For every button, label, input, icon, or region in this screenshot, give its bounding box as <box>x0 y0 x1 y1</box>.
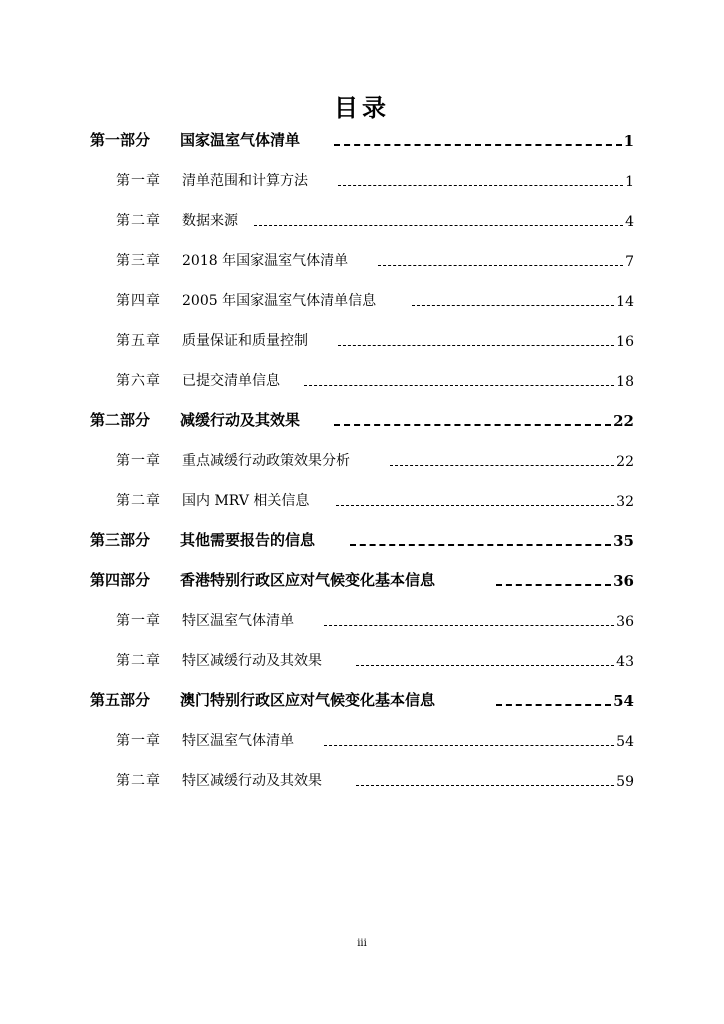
toc-entry[interactable] <box>0 208 724 232</box>
toc-entry-number: 第一章 <box>116 173 161 189</box>
toc-entry-page: 1 <box>625 174 634 190</box>
toc-entry[interactable] <box>0 368 724 392</box>
toc-entry-number: 第四部分 <box>90 571 151 589</box>
toc-entry-number: 第三部分 <box>90 531 151 549</box>
toc-leader <box>338 345 614 346</box>
toc-entry-title: 特区减缓行动及其效果 <box>182 773 322 789</box>
toc-entry-number: 第二部分 <box>90 411 151 429</box>
toc-entry-page: 14 <box>616 294 634 310</box>
toc-entry-number: 第一章 <box>116 613 161 629</box>
toc-entry-title: 已提交清单信息 <box>182 373 280 389</box>
toc-leader <box>356 665 614 666</box>
toc-leader <box>254 225 623 226</box>
toc-entry-page: 54 <box>616 734 634 750</box>
toc-entry-page: 22 <box>616 454 634 470</box>
toc-entry[interactable] <box>0 448 724 472</box>
toc-leader <box>356 785 614 786</box>
toc-entry-number: 第五部分 <box>90 691 151 709</box>
toc-entry-title: 2005 年国家温室气体清单信息 <box>182 293 377 309</box>
toc-entry-number: 第六章 <box>116 373 161 389</box>
toc-leader <box>378 265 623 266</box>
toc-entry[interactable] <box>0 408 724 432</box>
toc-entry[interactable] <box>0 648 724 672</box>
toc-entry-title: 其他需要报告的信息 <box>180 531 316 549</box>
toc-entry-page: 7 <box>625 254 634 270</box>
toc-entry-title: 国内 MRV 相关信息 <box>182 493 310 509</box>
toc-entry[interactable] <box>0 688 724 712</box>
toc-entry-number: 第二章 <box>116 213 161 229</box>
toc-entry-title: 2018 年国家温室气体清单 <box>182 253 349 269</box>
toc-entry[interactable] <box>0 288 724 312</box>
toc-entry-title: 特区温室气体清单 <box>182 733 294 749</box>
toc-leader <box>334 144 622 146</box>
toc-entry-title: 重点减缓行动政策效果分析 <box>182 453 350 469</box>
toc-entry-number: 第五章 <box>116 333 161 349</box>
toc-entry-page: 43 <box>616 654 634 670</box>
toc-entry-number: 第二章 <box>116 653 161 669</box>
toc-entry-number: 第三章 <box>116 253 161 269</box>
toc-entry-title: 质量保证和质量控制 <box>182 333 308 349</box>
toc-entry[interactable] <box>0 728 724 752</box>
toc-entry[interactable] <box>0 608 724 632</box>
toc-entry-page: 59 <box>616 774 634 790</box>
toc-entry-page: 35 <box>613 532 634 550</box>
toc-entry-title: 特区减缓行动及其效果 <box>182 653 322 669</box>
toc-leader <box>390 465 614 466</box>
toc-leader <box>350 544 611 546</box>
toc-leader <box>304 385 614 386</box>
toc-entry-page: 32 <box>616 494 634 510</box>
toc-entry-title: 澳门特别行政区应对气候变化基本信息 <box>180 691 436 709</box>
toc-leader <box>324 745 614 746</box>
toc-leader <box>324 625 614 626</box>
toc-entry[interactable] <box>0 568 724 592</box>
toc-entry-number: 第二章 <box>116 493 161 509</box>
toc-entry-title: 减缓行动及其效果 <box>180 411 301 429</box>
toc-entry[interactable] <box>0 168 724 192</box>
toc-entry[interactable] <box>0 128 724 152</box>
toc-entry-page: 4 <box>625 214 634 230</box>
toc-leader <box>496 584 611 586</box>
toc-entry-page: 1 <box>623 132 634 150</box>
toc-entry-number: 第四章 <box>116 293 161 309</box>
toc-entry-number: 第一部分 <box>90 131 151 149</box>
toc-entry[interactable] <box>0 768 724 792</box>
toc-entry-number: 第一章 <box>116 733 161 749</box>
toc-entry-page: 22 <box>613 412 634 430</box>
page-title: 目录 <box>334 93 390 122</box>
toc-entry-page: 36 <box>613 572 634 590</box>
toc-entry-page: 54 <box>613 692 634 710</box>
toc-entry[interactable] <box>0 248 724 272</box>
toc-entry-title: 国家温室气体清单 <box>180 131 301 149</box>
toc-leader <box>338 185 623 186</box>
toc-entry-title: 香港特别行政区应对气候变化基本信息 <box>180 571 436 589</box>
toc-entry-title: 特区温室气体清单 <box>182 613 294 629</box>
toc-leader <box>412 305 614 306</box>
toc-entry[interactable] <box>0 488 724 512</box>
toc-leader <box>496 704 611 706</box>
toc-entry-page: 16 <box>616 334 634 350</box>
toc-entry-number: 第二章 <box>116 773 161 789</box>
page-number: iii <box>357 938 367 949</box>
toc-entry-title: 清单范围和计算方法 <box>182 173 308 189</box>
toc-entry-page: 18 <box>616 374 634 390</box>
toc-leader <box>334 424 611 426</box>
toc-entry-number: 第一章 <box>116 453 161 469</box>
toc-entry-title: 数据来源 <box>182 213 238 229</box>
toc-leader <box>336 505 614 506</box>
toc-entry[interactable] <box>0 528 724 552</box>
toc-entry[interactable] <box>0 328 724 352</box>
toc-entry-page: 36 <box>616 614 634 630</box>
